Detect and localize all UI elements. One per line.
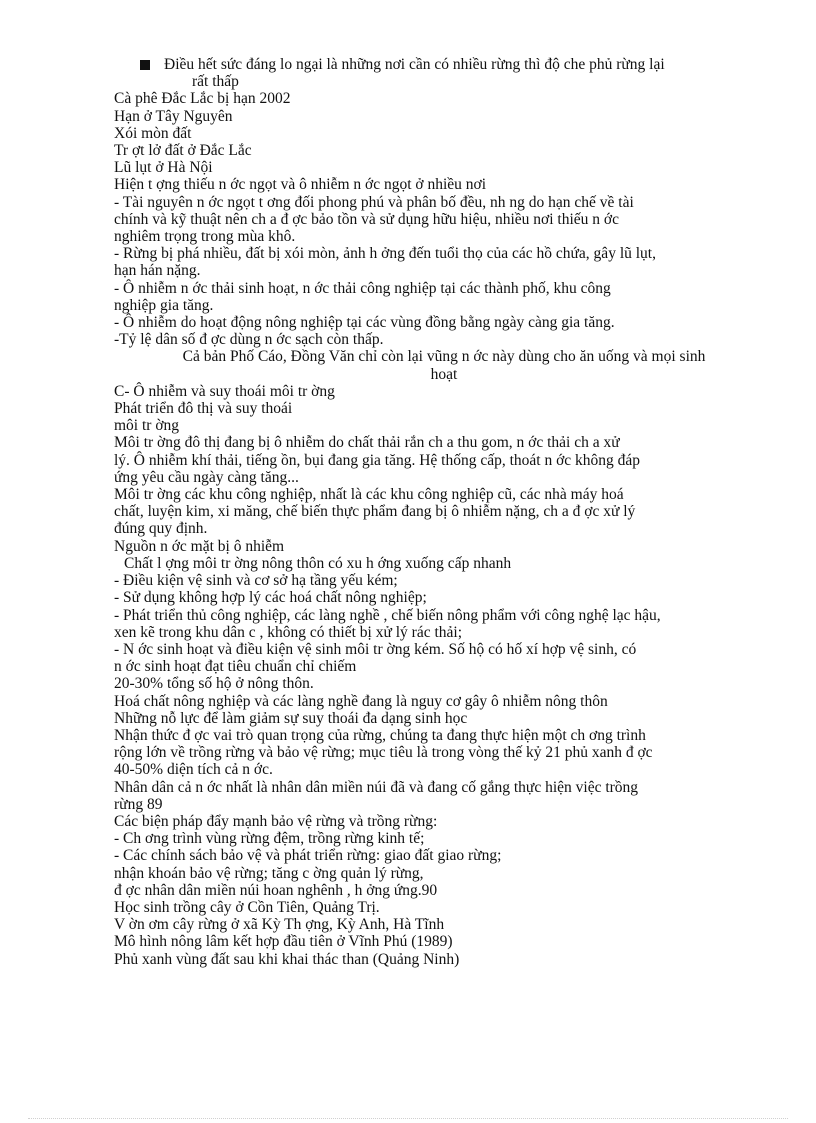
text-line: Mô hình nông lâm kết hợp đầu tiên ở Vĩnh Phú (1989) bbox=[114, 933, 453, 951]
text-line: lý. Ô nhiễm khí thải, tiếng ồn, bụi đang gia tăng. Hệ thống cấp, thoát n ớc không đáp bbox=[114, 451, 641, 469]
text-line: xen kẽ trong khu dân c , không có thiết bị xử lý rác thải; bbox=[114, 623, 463, 641]
text-line: môi tr ờng bbox=[114, 417, 180, 435]
text-line: Cà phê Đắc Lắc bị hạn 2002 bbox=[114, 90, 291, 108]
text-line: đúng quy định. bbox=[114, 520, 208, 538]
text-line: - Điều kiện vệ sinh và cơ sở hạ tầng yếu kém; bbox=[114, 572, 398, 590]
text-line: đ ợc nhân dân miền núi hoan nghênh , h ởng ứng.90 bbox=[114, 881, 438, 899]
text-line: - Ô nhiễm n ớc thải sinh hoạt, n ớc thải công nghiệp tại các thành phố, khu công bbox=[114, 279, 611, 297]
text-line: Hiện t ợng thiếu n ớc ngọt và ô nhiễm n ớc ngọt ở nhiều nơi bbox=[114, 176, 487, 194]
text-line: V ờn ơm cây rừng ở xã Kỳ Th ợng, Kỳ Anh, Hà Tĩnh bbox=[114, 916, 445, 934]
bullet-heading-line2: rất thấp bbox=[192, 73, 239, 91]
text-line: Nguồn n ớc mặt bị ô nhiễm bbox=[114, 537, 285, 555]
text-line: Lũ lụt ở Hà Nội bbox=[114, 159, 213, 177]
text-line: Hạn ở Tây Nguyên bbox=[114, 107, 233, 125]
text-line: - Sử dụng không hợp lý các hoá chất nông nghiệp; bbox=[114, 589, 427, 607]
text-line: Học sinh trồng cây ở Cồn Tiên, Quảng Trị. bbox=[114, 898, 380, 916]
text-line: Những nỗ lực để làm giảm sự suy thoái đa dạng sinh học bbox=[114, 709, 468, 727]
text-line: chất, luyện kim, xi măng, chế biến thực phẩm đang bị ô nhiễm nặng, ch a đ ợc xử lý bbox=[114, 503, 636, 521]
text-line: rộng lớn về trồng rừng và bảo vệ rừng; mục tiêu là trong vòng thế kỷ 21 phủ xanh đ ợc bbox=[114, 744, 653, 762]
page-bottom-rule bbox=[28, 1118, 788, 1119]
indented-heading: Chất l ợng môi tr ờng nông thôn có xu h ớng xuống cấp nhanh bbox=[124, 554, 512, 572]
document-body bbox=[114, 56, 774, 968]
text-line: Nhận thức đ ợc vai trò quan trọng của rừng, chúng ta đang thực hiện một ch ơng trình bbox=[114, 726, 646, 744]
text-line: Tr ợt lở đất ở Đắc Lắc bbox=[114, 142, 252, 160]
text-line: - Phát triển thủ công nghiệp, các làng nghề , chế biến nông phẩm với công nghệ lạc hậu, bbox=[114, 606, 661, 624]
text-line: chính và kỹ thuật nên ch a đ ợc bảo tồn và sử dụng hữu hiệu, nhiều nơi thiếu n ớc bbox=[114, 210, 619, 228]
section-heading: C- Ô nhiễm và suy thoái môi tr ờng bbox=[114, 382, 335, 400]
text-line: Phủ xanh vùng đất sau khi khai thác than (Quảng Ninh) bbox=[114, 950, 460, 968]
caption-line2: hoạt bbox=[430, 365, 458, 383]
text-line: hạn hán nặng. bbox=[114, 262, 201, 280]
text-line: - Tài nguyên n ớc ngọt t ơng đối phong phú và phân bố đều, nh ng do hạn chế về tài bbox=[114, 193, 634, 211]
text-line: 20-30% tổng số hộ ở nông thôn. bbox=[114, 675, 314, 693]
text-line: nghiêm trọng trong mùa khô. bbox=[114, 228, 296, 246]
text-line: Nhân dân cả n ớc nhất là nhân dân miền núi đã và đang cố gắng thực hiện việc trồng bbox=[114, 778, 639, 796]
text-line: - Các chính sách bảo vệ và phát triển rừng: giao đất giao rừng; bbox=[114, 847, 502, 865]
caption-line1: Cả bản Phố Cáo, Đồng Văn chỉ còn lại vũng n ớc này dùng cho ăn uống và mọi sinh bbox=[182, 348, 706, 366]
bullet-heading-line1: Điều hết sức đáng lo ngại là những nơi cần có nhiều rừng thì độ che phủ rừng lại bbox=[164, 56, 665, 73]
text-line: nhận khoán bảo vệ rừng; tăng c ờng quản lý rừng, bbox=[114, 864, 424, 882]
text-line: Môi tr ờng đô thị đang bị ô nhiễm do chất thải rắn ch a thu gom, n ớc thải ch a xử bbox=[114, 434, 620, 452]
text-line: Phát triển đô thị và suy thoái bbox=[114, 400, 293, 418]
text-line: Các biện pháp đẩy mạnh bảo vệ rừng và trồng rừng: bbox=[114, 812, 438, 830]
text-line: - Ch ơng trình vùng rừng đệm, trồng rừng kinh tế; bbox=[114, 830, 425, 848]
text-line: Môi tr ờng các khu công nghiệp, nhất là các khu công nghiệp cũ, các nhà máy hoá bbox=[114, 486, 624, 504]
text-line: - Rừng bị phá nhiều, đất bị xói mòn, ảnh h ởng đến tuổi thọ của các hồ chứa, gây lũ lụt, bbox=[114, 245, 656, 263]
text-line: rừng 89 bbox=[114, 795, 163, 813]
square-bullet-icon bbox=[140, 60, 150, 70]
text-line: n ớc sinh hoạt đạt tiêu chuẩn chỉ chiếm bbox=[114, 658, 357, 676]
text-line: ứng yêu cầu ngày càng tăng... bbox=[114, 468, 299, 486]
text-line: - Ô nhiễm do hoạt động nông nghiệp tại các vùng đồng bằng ngày càng gia tăng. bbox=[114, 314, 615, 332]
bullet-heading bbox=[0, 56, 774, 90]
text-line: Hoá chất nông nghiệp và các làng nghề đang là nguy cơ gây ô nhiễm nông thôn bbox=[114, 692, 608, 710]
text-line: nghiệp gia tăng. bbox=[114, 296, 214, 314]
text-line: - N ớc sinh hoạt và điều kiện vệ sinh môi tr ờng kém. Số hộ có hố xí hợp vệ sinh, có bbox=[114, 640, 637, 658]
text-line: -Tỷ lệ dân số đ ợc dùng n ớc sạch còn thấp. bbox=[114, 331, 384, 349]
text-line: 40-50% diện tích cả n ớc. bbox=[114, 761, 273, 779]
text-line: Xói mòn đất bbox=[114, 124, 192, 142]
